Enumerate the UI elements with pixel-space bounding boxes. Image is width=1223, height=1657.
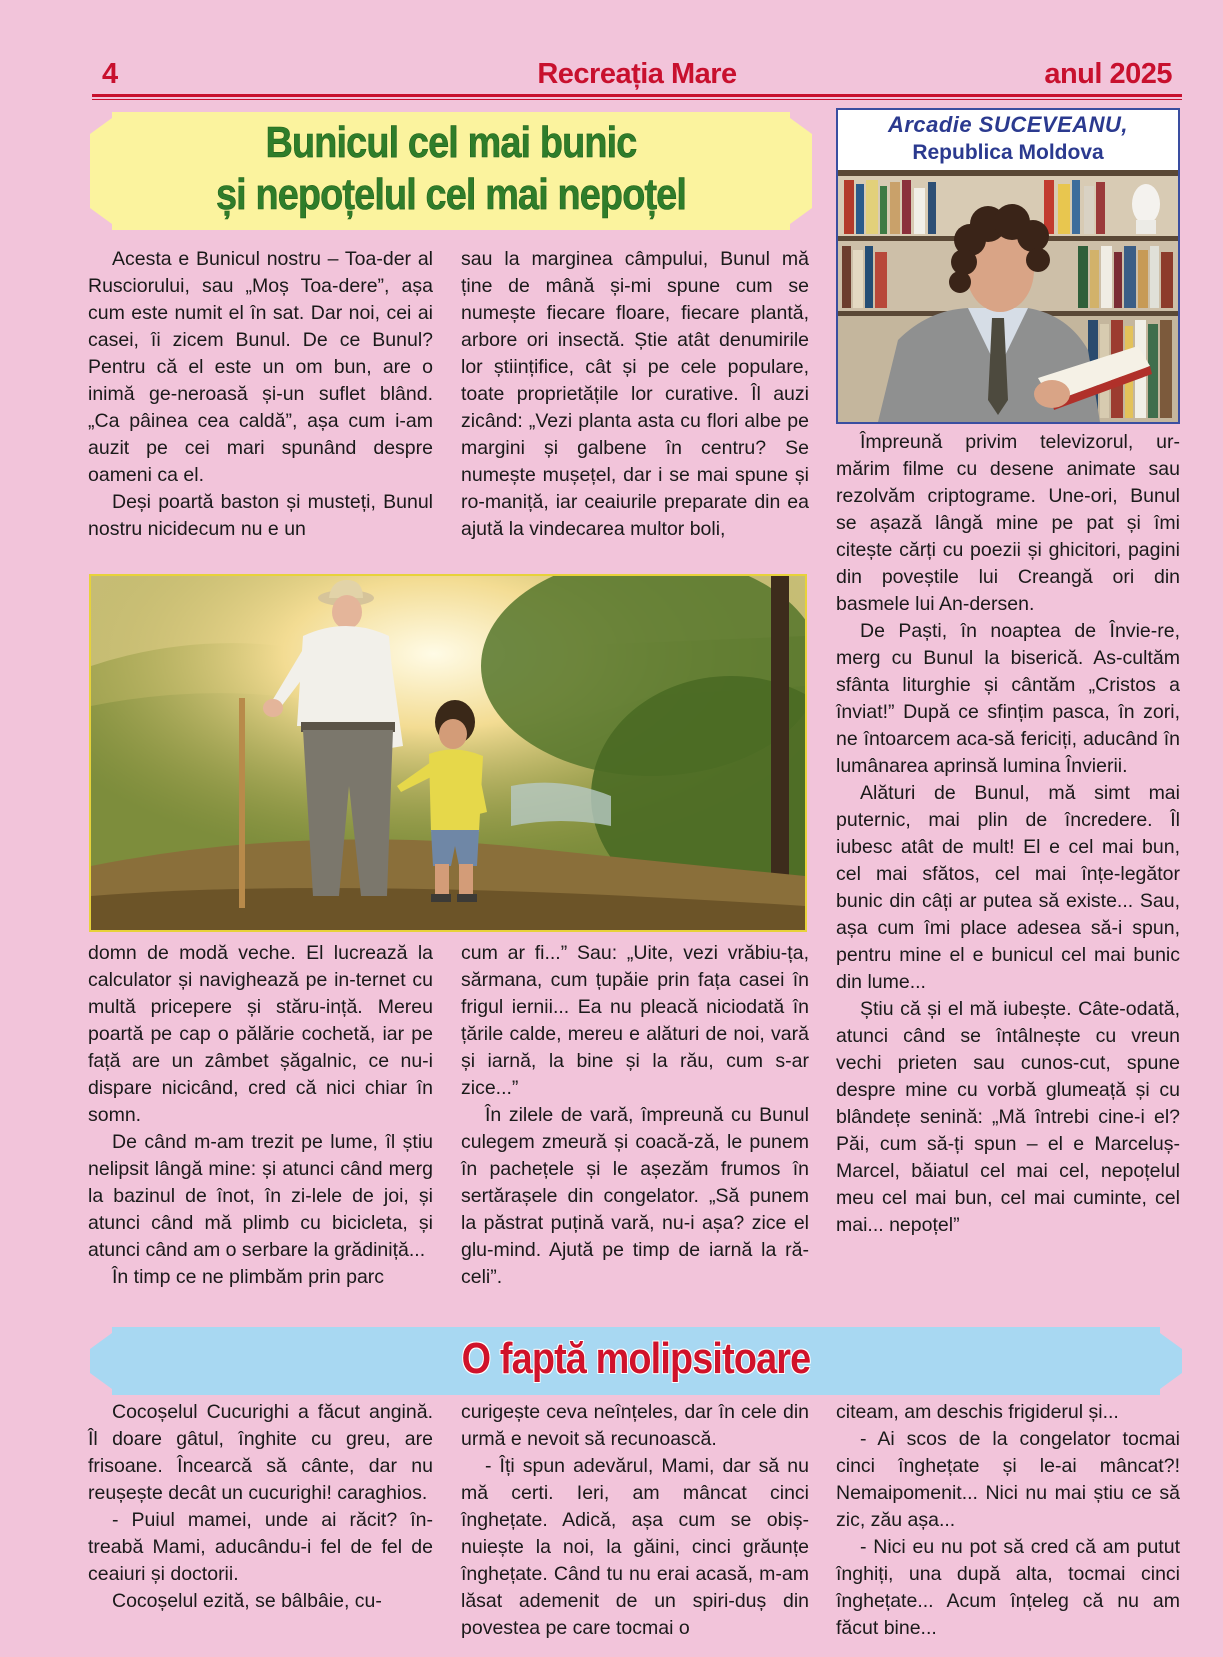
paragraph: - Ai scos de la congelator tocmai cinci înghețate și le-ai mâncat?! Nemaipomenit... Nici nu mai știu ce să zic, zău așa... — [836, 1428, 1180, 1531]
author-name: Arcadie SUCEVEANU, — [887, 112, 1129, 137]
header-rule-thin — [92, 99, 1182, 100]
paragraph: De când m-am trezit pe lume, îl știu nelipsit lângă mine: și atunci când merg la bazinul de înot, în zi-lele de joi, și atunci când mă plimb cu bicicleta, și atunci când am o serbare la grădiniță... — [88, 1131, 433, 1261]
paragraph: De Paști, în noaptea de Învie-re, merg cu Bunul la biserică. As-cultăm sfânta liturghie și cântăm „Cristos a înviat!” După ce sfințim pasca, în zori, ne întoarcem aca-să fericiți, aducând în lumânarea aprinsă lumina Învierii. — [836, 620, 1180, 777]
paragraph: domn de modă veche. El lucrează la calculator și navighează pe in-ternet cu multă pricepere și stăru-ință. Mereu poartă pe cap o pălărie cochetă, iar pe față are un zâmbet șăgalnic, ce nu-i dispare nicicând, cred că nici chiar în somn. — [88, 942, 433, 1126]
page-header — [92, 58, 1182, 98]
masthead: Recreația Mare — [537, 58, 737, 90]
header-rule — [92, 94, 1182, 97]
paragraph: - Puiul mamei, unde ai răcit? în-treabă Mami, aducându-i fel de fel de ceaiuri și doctorii. — [88, 1509, 433, 1585]
article-1-col-1-bottom — [88, 940, 433, 1291]
paragraph: Împreună privim televizorul, ur-mărim filme cu desene animate sau rezolvăm criptograme. Une-ori, Bunul se așază lângă mine pe pat și îmi citește cărți cu poezii și ghicitori, pagini din poveștile lui Creangă ori din basmele lui An-dersen. — [836, 431, 1180, 615]
article-1-title-line-1: Bunicul cel mai bunic — [265, 118, 637, 167]
article-1-col-1-top — [88, 246, 433, 543]
paragraph: Știu că și el mă iubește. Câte-odată, atunci când se întâlnește cu vreun vechi prieten sau cunos-cut, spune despre mine cu vorbă glumeață și cu blândețe senină: „Mă întrebi cine-i el? Păi, cum să-ți spun – el e Marceluș-Marcel, băiatul cel mai cel, nepoțelul meu cel mai bun, cel mai cuminte, cel mai... nepoțel” — [836, 998, 1180, 1236]
article-2-col-3 — [836, 1399, 1180, 1642]
paragraph: - Îți spun adevărul, Mami, dar să nu mă certi. Ieri, am mâncat cinci înghețate. Adică, așa cum se obiș-nuiește la noi, la găini, cinci grăunțe înghețate. Când tu nu erai acasă, m-am lăsat ademenit de un spiri-duș din povestea pe care tocmai o — [461, 1455, 809, 1639]
paragraph: Deși poartă baston și musteți, Bunul nostru nicidecum nu e un — [88, 491, 433, 540]
author-country: Republica Moldova — [912, 141, 1104, 164]
grandfather-child-photo — [89, 574, 807, 932]
paragraph: cum ar fi...” Sau: „Uite, vezi vrăbiu-ța, sărmana, cum țupăie prin fața casei în frigul iernii... Ea nu pleacă niciodată în țările calde, mereu e alături de noi, vară și iarnă, la bine și la rău, cum s-ar zice...” — [461, 942, 809, 1099]
article-2-title: O faptă molipsitoare — [461, 1334, 811, 1383]
paragraph: În zilele de vară, împreună cu Bunul culegem zmeură și coacă-ză, le punem în pachețele și le așezăm frumos în sertărașele din congelator. „Să punem la păstrat puțină vară, nu-i așa? zice el glu-mind. Ajută pe timp de iarnă la ră-celi”. — [461, 1104, 809, 1288]
photo-illustration — [91, 576, 805, 930]
paragraph: Acesta e Bunicul nostru – Toa-der al Rusciorului, sau „Moș Toa-dere”, așa cum este numit el în sat. Dar noi, cei ai casei, îi zicem Bunul. De ce Bunul? Pentru că el este un om bun, are o inimă ge-neroasă și-un suflet blând. „Ca pâinea cea caldă”, așa cum i-am auzit pe cei mari spunând despre oameni ca el. — [88, 248, 433, 486]
author-photo-illustration — [838, 170, 1178, 422]
paragraph: sau la marginea câmpului, Bunul mă ține de mână și-mi spune cum se numește fiecare floare, fiecare plantă, arbore ori insectă. Știe atât denumirile lor științifice, cât și pe cele populare, toate proprietățile lor curative. Îl auzi zicând: „Vezi planta asta cu flori albe pe margini și galbene în centru? Se numește mușețel, dar i se mai spune și ro-maniță, iar ceaiurile preparate din ea ajută la vindecarea multor boli, — [461, 248, 809, 540]
paragraph: citeam, am deschis frigiderul și... — [836, 1401, 1119, 1423]
article-1-col-2-bottom — [461, 940, 809, 1291]
issue-year: anul 2025 — [1044, 58, 1172, 90]
paragraph: - Nici eu nu pot să cred că am putut înghiți, una după alta, tocmai cinci înghețate... Acum înțeleg că nu am făcut bine... — [836, 1536, 1180, 1639]
paragraph: Alături de Bunul, mă simt mai puternic, mai plin de încredere. Îl iubesc atât de mult! El e cel mai bun, cel mai sfătos, cel mai înțe-legător bunic din câți ar putea să existe... Sau, așa cum îmi place adesea să-i spun, pentru mine el e bunicul cel mai bunic din lume... — [836, 782, 1180, 993]
article-2-col-2 — [461, 1399, 809, 1642]
paragraph: curigește ceva neînțeles, dar în cele din urmă e nevoit să recunoască. — [461, 1401, 809, 1450]
paragraph: În timp ce ne plimbăm prin parc — [112, 1266, 385, 1288]
paragraph: Cocoșelul Cucurighi a făcut angină. Îl doare gâtul, înghite cu greu, are frisoane. Încearcă să cânte, dar nu reușește decât un cucurighi! caraghios. — [88, 1401, 433, 1504]
paragraph: Cocoșelul ezită, se bâlbâie, cu- — [112, 1590, 382, 1612]
article-1-title — [141, 117, 762, 221]
article-2-col-1 — [88, 1399, 433, 1615]
page-number: 4 — [102, 58, 118, 90]
article-1-title-line-2: și nepoțelul cel mai nepoțel — [215, 170, 687, 219]
author-photo — [838, 170, 1178, 422]
author-box — [836, 108, 1180, 424]
article-1-col-2-top — [461, 246, 809, 543]
article-1-col-3 — [836, 429, 1180, 1239]
